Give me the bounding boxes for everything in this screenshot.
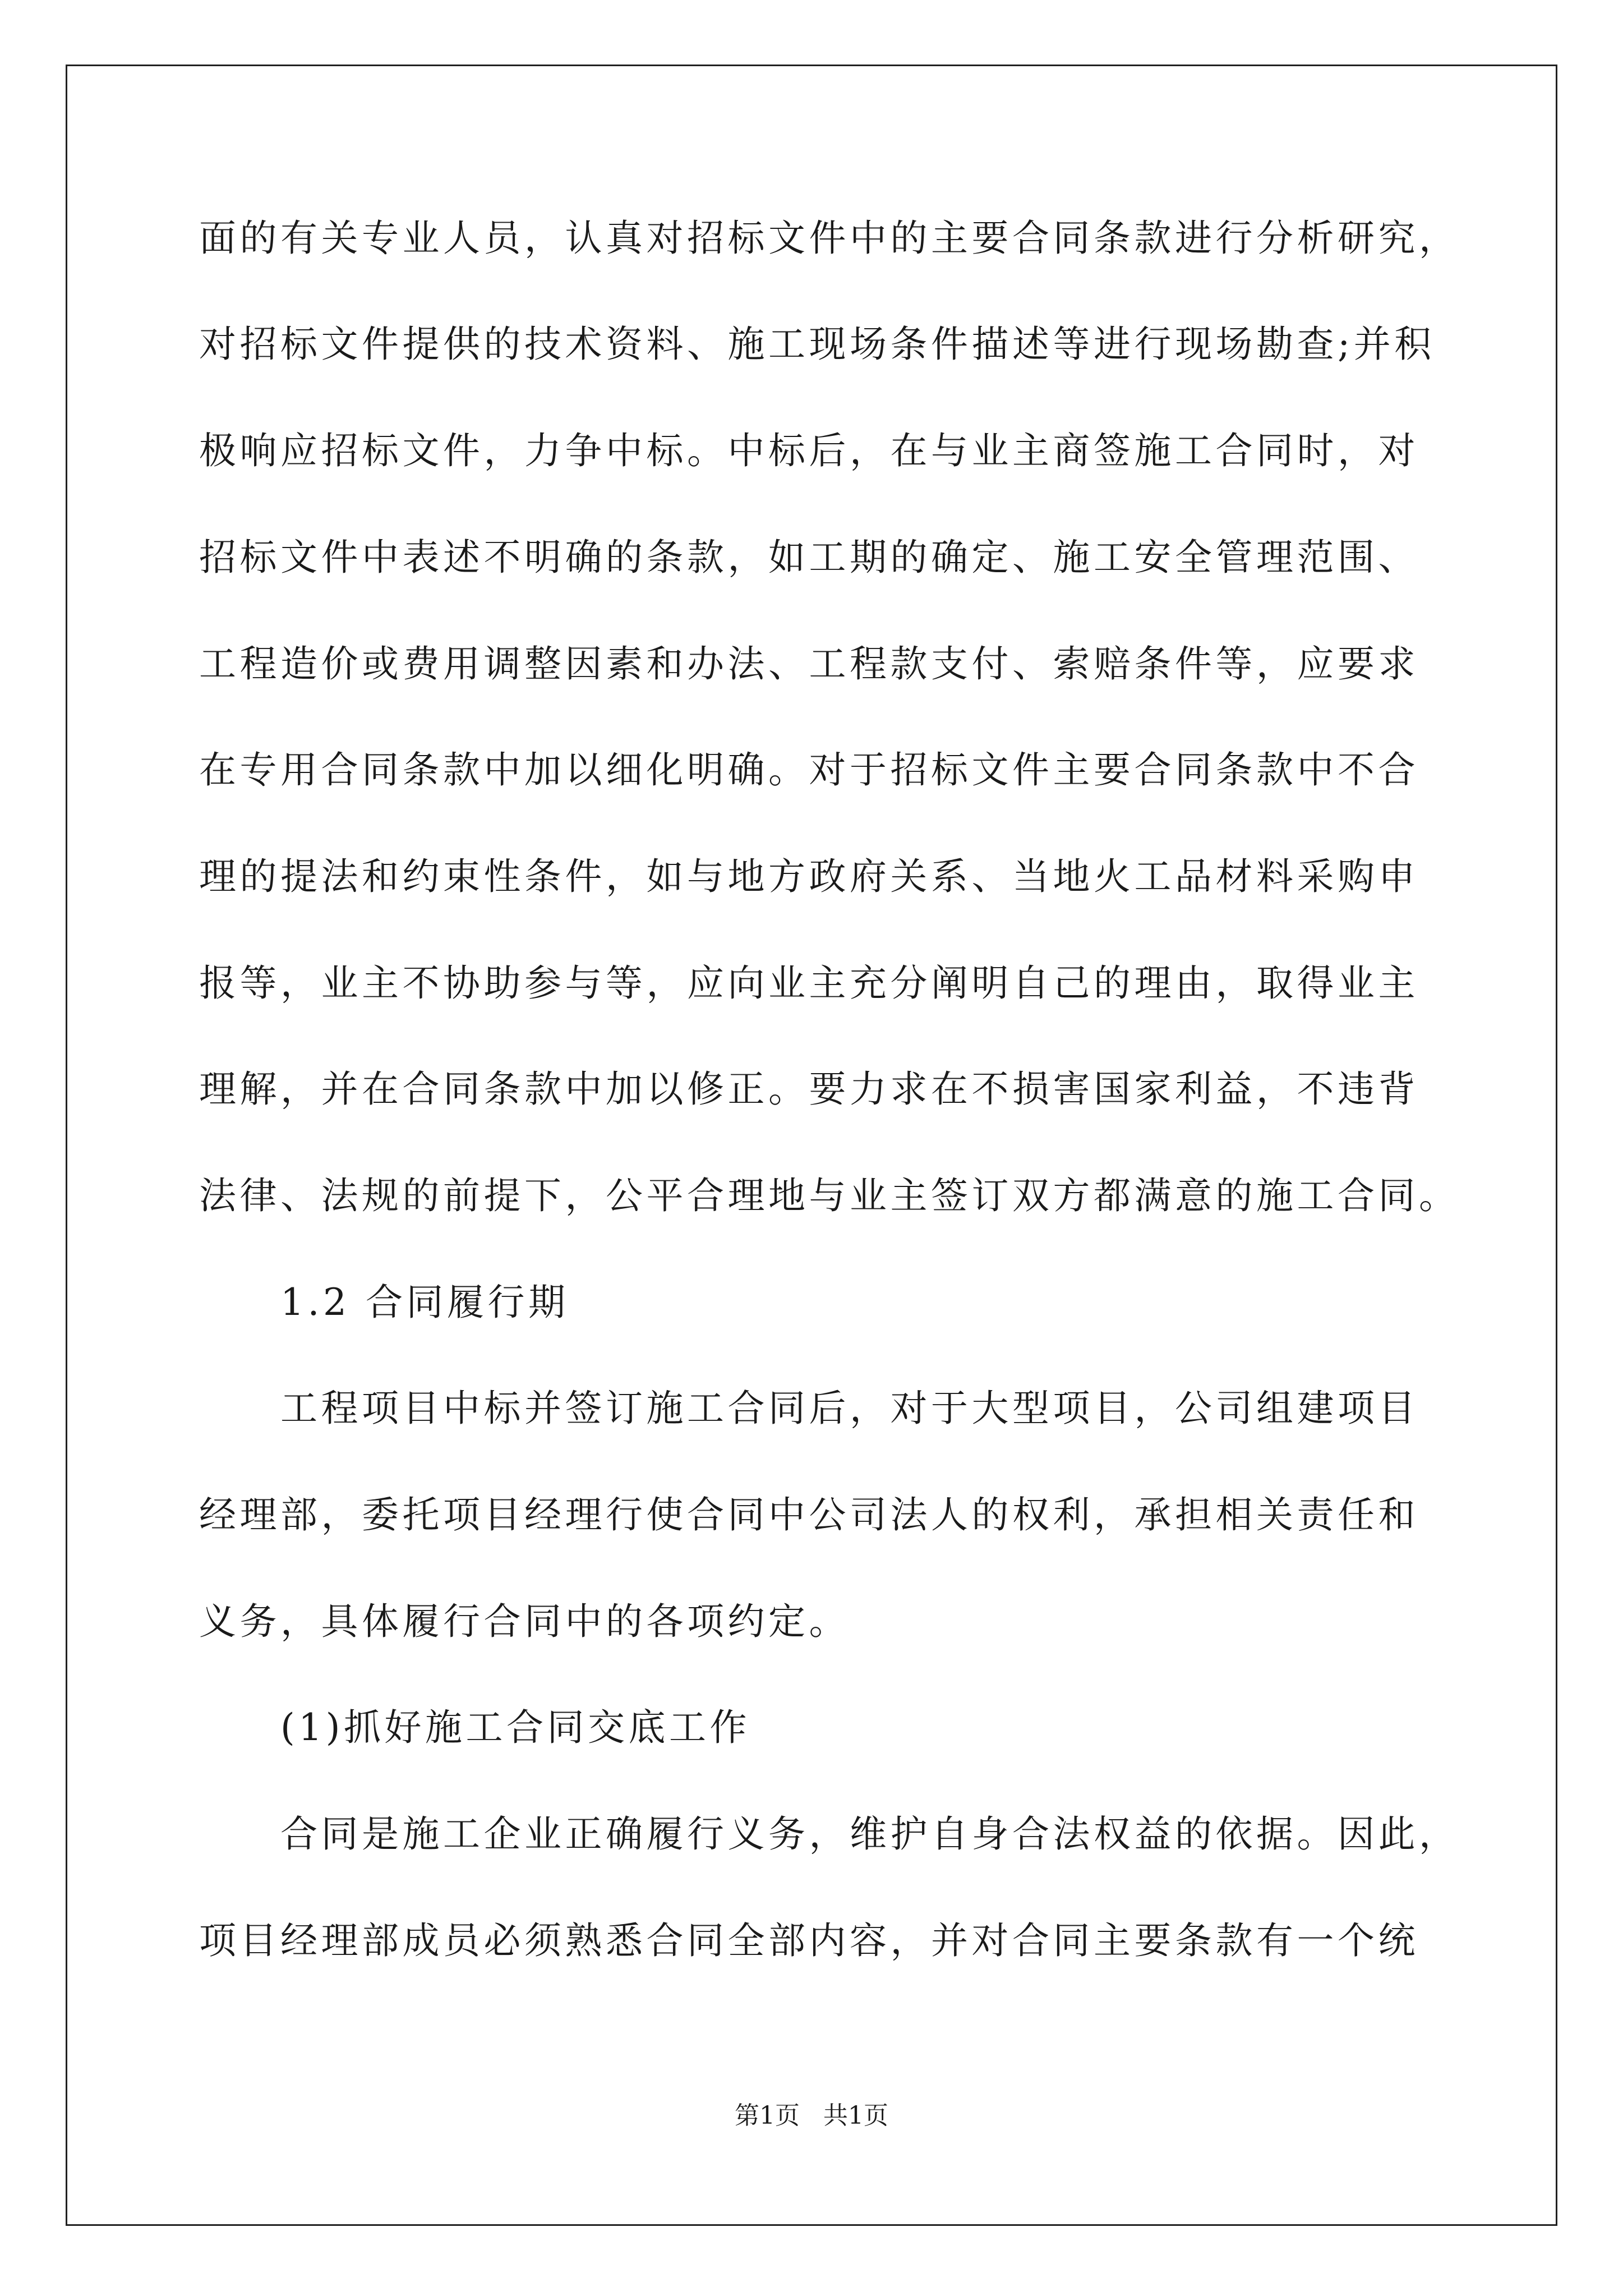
body-line-2: 对招标文件提供的技术资料、施工现场条件描述等进行现场勘查;并积 xyxy=(199,323,1435,366)
body-line-9: 理解，并在合同条款中加以修正。要力求在不损害国家利益，不违背 xyxy=(199,1068,1419,1111)
page-border xyxy=(66,65,1557,2226)
body-line-12: 工程项目中标并签订施工合同后，对于大型项目，公司组建项目 xyxy=(280,1387,1419,1430)
body-line-16: 合同是施工企业正确履行义务，维护自身合法权益的依据。因此， xyxy=(280,1812,1460,1856)
section-heading: 1.2 合同履行期 xyxy=(280,1281,569,1324)
body-line-13: 经理部，委托项目经理行使合同中公司法人的权利，承担相关责任和 xyxy=(199,1493,1419,1536)
body-line-7: 理的提法和约束性条件，如与地方政府关系、当地火工品材料采购申 xyxy=(199,855,1419,898)
subsection-heading: (1)抓好施工合同交底工作 xyxy=(280,1706,750,1749)
body-line-10: 法律、法规的前提下，公平合理地与业主签订双方都满意的施工合同。 xyxy=(199,1174,1460,1217)
body-line-5: 工程造价或费用调整因素和办法、工程款支付、索赔条件等，应要求 xyxy=(199,642,1419,685)
body-line-17: 项目经理部成员必须熟悉合同全部内容，并对合同主要条款有一个统 xyxy=(199,1919,1419,1962)
body-line-1: 面的有关专业人员，认真对招标文件中的主要合同条款进行分析研究， xyxy=(199,217,1460,260)
body-line-14: 义务，具体履行合同中的各项约定。 xyxy=(199,1600,850,1643)
page-number-footer: 第1页 共1页 xyxy=(735,2101,888,2130)
body-line-3: 极响应招标文件，力争中标。中标后，在与业主商签施工合同时，对 xyxy=(199,429,1419,472)
body-line-6: 在专用合同条款中加以细化明确。对于招标文件主要合同条款中不合 xyxy=(199,748,1419,792)
body-line-8: 报等，业主不协助参与等，应向业主充分阐明自己的理由，取得业主 xyxy=(199,961,1419,1005)
body-line-4: 招标文件中表述不明确的条款，如工期的确定、施工安全管理范围、 xyxy=(199,536,1419,579)
